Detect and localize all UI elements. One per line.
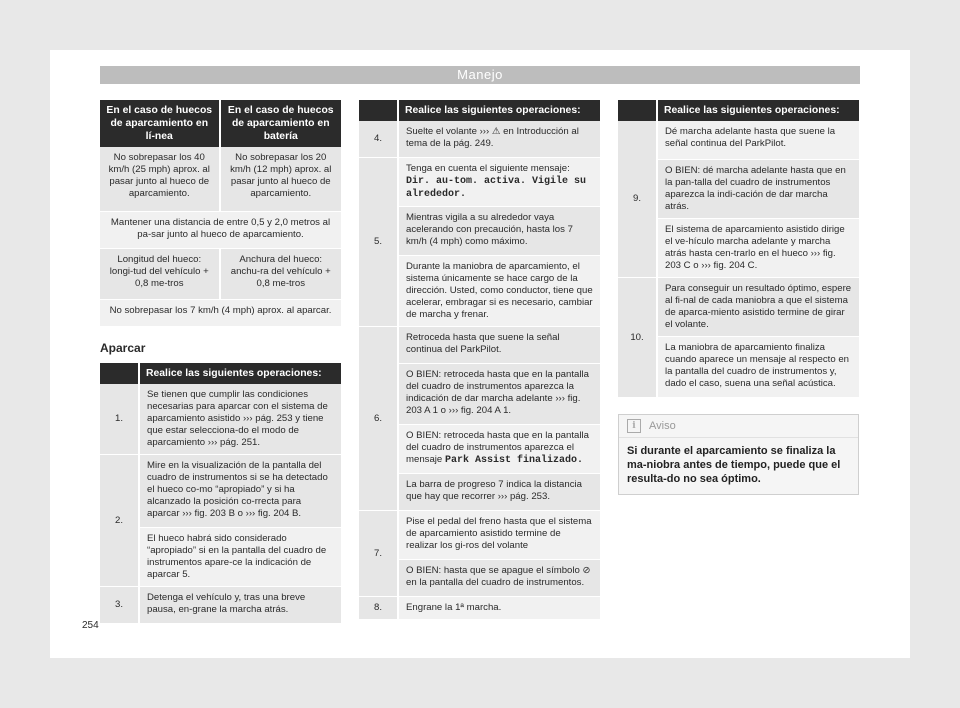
step-6-text-d: La barra de progreso 7 indica la distancia que hay que recorrer ››› pág. 253. xyxy=(399,474,600,511)
step-8-text: Engrane la 1ª marcha. xyxy=(399,597,600,620)
column-right xyxy=(618,100,859,495)
step-number: 5. xyxy=(359,158,399,327)
step-2-text-a: Mire en la visualización de la pantalla del cuadro de instrumentos si se ha detectado el hueco co-mo “apropiado” y si ha alcanzado la posición co-rrecta para aparcar ››› fig. 203 B o ››› fig. 204 B. xyxy=(140,455,341,528)
step-3-text: Detenga el vehículo y, tras una breve pausa, en-grane la marcha atrás. xyxy=(140,587,341,624)
step-5-text-c: Durante la maniobra de aparcamiento, el sistema únicamente se hace cargo de la dirección. Usted, como conductor, tiene que acelerar, embragar si es necesario, cambiar de marcha y frenar. xyxy=(399,256,600,327)
step-9-text-b: O BIEN: dé marcha adelante hasta que en la pan-talla del cuadro de instrumentos aparezca la indi-cación de dar marcha atrás. xyxy=(658,160,859,219)
step-number: 10. xyxy=(618,278,658,398)
step-7-text-a: Pise el pedal del freno hasta que el sistema de aparcamiento asistido termine de realizar los gi-ros del volante xyxy=(399,511,600,560)
middle-header: Realice las siguientes operaciones: xyxy=(399,100,600,121)
step-number: 6. xyxy=(359,327,399,511)
step-2-text-b: El hueco habrá sido considerado “apropiado” si en la pantalla del cuadro de instrumentos apare-ce la indicación de aparcar 5. xyxy=(140,528,341,587)
step-6-text-b: O BIEN: retroceda hasta que en la pantalla del cuadro de instrumentos aparezca la indicación de dar marcha adelante ››› fig. 203 A 1 o ››› fig. 204 A 1. xyxy=(399,364,600,425)
step-6-text-c xyxy=(399,425,600,474)
step-number: 7. xyxy=(359,511,399,597)
step-10-text-a: Para conseguir un resultado óptimo, espere al fi-nal de cada maniobra a que el sistema de aparca-miento asistido termine de girar el volante. xyxy=(658,278,859,337)
step-5-text-b: Mientras vigila a su alrededor vaya acelerando con precaución, hasta los 7 km/h (4 mph) como máximo. xyxy=(399,207,600,256)
step-5-message-code: Dir. au-tom. activa. Vigile su alrededor. xyxy=(406,176,587,200)
aparcar-table xyxy=(100,363,341,624)
step-10-text-b: La maniobra de aparcamiento finaliza cuando aparece un mensaje al respecto en la pantalla del cuadro de instrumentos y, dado el caso, suena una señal acústica. xyxy=(658,337,859,398)
step-9-text-c: El sistema de aparcamiento asistido dirige el ve-hículo marcha adelante y marcha atrás hasta cen-trarlo en el hueco ››› fig. 203 C o ››› fig. 204 C. xyxy=(658,219,859,278)
info-icon: i xyxy=(627,419,641,433)
step-number: 8. xyxy=(359,597,399,620)
aparcar-header: Realice las siguientes operaciones: xyxy=(140,363,341,384)
step-number: 3. xyxy=(100,587,140,624)
step-7-text-b: O BIEN: hasta que se apague el símbolo ⊘ en la pantalla del cuadro de instrumentos. xyxy=(399,560,600,597)
header-bateria: En el caso de huecos de aparcamiento en batería xyxy=(221,100,342,147)
park-speed: No sobrepasar los 7 km/h (4 mph) aprox. al aparcar. xyxy=(100,300,341,327)
conditions-table xyxy=(100,100,341,327)
page-header: Manejo xyxy=(100,66,860,84)
gap-length: Longitud del hueco: longi-tud del vehículo + 0,8 me-tros xyxy=(100,249,221,300)
step-5-text-a xyxy=(399,158,600,207)
step-5-message-intro: Tenga en cuenta el siguiente mensaje: xyxy=(406,163,570,174)
step-6-message-intro: O BIEN: retroceda hasta que en la pantalla del cuadro de instrumentos aparezca el mensaje xyxy=(406,430,589,465)
operations-table-middle xyxy=(359,100,600,620)
step-6-message-code: Park Assist finalizado. xyxy=(444,455,583,466)
column-middle xyxy=(359,100,600,620)
aviso-box xyxy=(618,414,859,495)
speed-bateria: No sobrepasar los 20 km/h (12 mph) aprox. al pasar junto al hueco de aparcamiento. xyxy=(221,147,342,212)
operations-table-right xyxy=(618,100,859,398)
step-number: 2. xyxy=(100,455,140,587)
aviso-text: Si durante el aparcamiento se finaliza la ma-niobra antes de tiempo, puede que el resulta-do no sea óptimo. xyxy=(627,445,841,485)
header-linea: En el caso de huecos de aparcamiento en lí-nea xyxy=(100,100,221,147)
gap-width: Anchura del hueco: anchu-ra del vehículo + 0,8 me-tros xyxy=(221,249,342,300)
step-number: 9. xyxy=(618,121,658,278)
section-title-aparcar: Aparcar xyxy=(100,341,146,355)
step-9-text-a: Dé marcha adelante hasta que suene la señal continua del ParkPilot. xyxy=(658,121,859,160)
step-number: 1. xyxy=(100,384,140,455)
step-1-text: Se tienen que cumplir las condiciones necesarias para aparcar con el sistema de aparcamiento asistido ››› pág. 253 y tiene que estar selecciona-do el modo de aparcamiento ››› pág. 251. xyxy=(140,384,341,455)
right-header: Realice las siguientes operaciones: xyxy=(658,100,859,121)
column-left xyxy=(100,100,341,624)
speed-linea: No sobrepasar los 40 km/h (25 mph) aprox. al pasar junto al hueco de aparcamiento. xyxy=(100,147,221,212)
step-6-text-a: Retroceda hasta que suene la señal continua del ParkPilot. xyxy=(399,327,600,364)
distance-text: Mantener una distancia de entre 0,5 y 2,0 metros al pa-sar junto al hueco de aparcamiento. xyxy=(100,212,341,249)
aviso-title: Aviso xyxy=(649,420,676,432)
page-number: 254 xyxy=(82,620,99,631)
step-number: 4. xyxy=(359,121,399,158)
step-4-text: Suelte el volante ››› ⚠ en Introducción al tema de la pág. 249. xyxy=(399,121,600,158)
